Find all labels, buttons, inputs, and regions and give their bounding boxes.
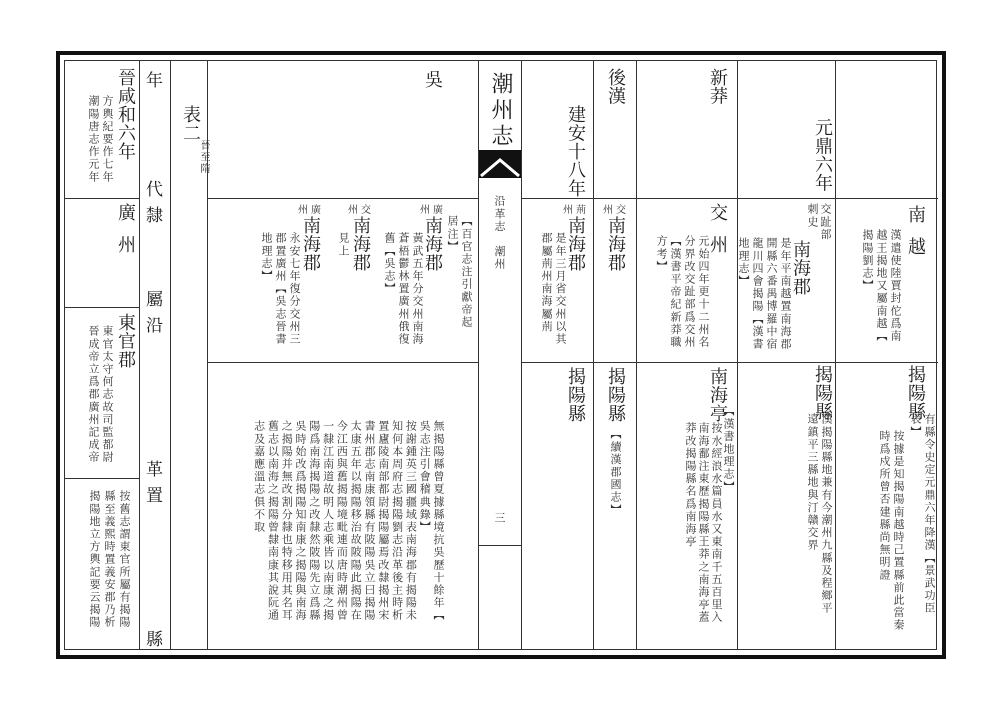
jianan-province: 荊州 [563, 205, 589, 216]
grid-line [170, 60, 171, 650]
wu-carry-note [445, 215, 473, 328]
note-column: 舊【吳志】 [383, 232, 396, 295]
houhan-county: 揭陽縣 [605, 367, 626, 423]
grid-line [139, 60, 140, 650]
note-column: 吳志注引會稽典錄】 [418, 420, 432, 534]
note-column: 縣至義熙時置義安郡乃析 [103, 490, 116, 629]
jin-county-note [87, 490, 132, 629]
yuanding-commandery: 南海郡 [790, 240, 811, 296]
xinmang-dynasty: 新莽 [707, 68, 728, 105]
note-column: 表】 [909, 413, 922, 439]
note-column: 永安七年復分交州三 [288, 232, 301, 346]
note-column: 太康五年以揭陽移治故陂陽此揭陽在 [349, 420, 363, 622]
nanyue-county: 揭陽縣 [905, 365, 926, 421]
wu-province: 交州 [348, 205, 374, 216]
note-column: 時爲戍所曾否建縣尚無明證 [878, 430, 891, 582]
wu-province: 廣州 [420, 205, 446, 216]
note-column: 刺史 [806, 203, 819, 229]
row-label-char: 革 [146, 460, 163, 480]
table-title: 表二 [180, 105, 201, 142]
row-label-char: 縣 [146, 630, 163, 650]
yuanding-commandery-note [736, 237, 792, 350]
note-column: 按謝鍾英三國疆域表南海郡有揭陽未 [404, 420, 418, 622]
jin-year-note [86, 95, 114, 183]
note-column: 郡屬荊州南海屬荊 [540, 232, 553, 333]
wu-dynasty: 吳 [422, 70, 443, 89]
note-column: 無揭陽縣曾夏據縣境抗吳歷十餘年【 [432, 420, 445, 622]
houhan-dynasty: 後漢 [605, 68, 626, 105]
houhan-province: 交州 [603, 205, 629, 216]
row-label-char: 屬 [146, 290, 163, 310]
note-column: 地理志】 [260, 232, 273, 283]
grid-line [521, 60, 522, 650]
note-column: 莽改揭陽縣名爲南海亭 [684, 422, 697, 548]
note-column: 遠鎮平三縣地與汀贛交界 [806, 413, 819, 552]
grid-line [207, 362, 478, 363]
note-column: 南海鄱注東歷揭陽縣王莽之南海亭蓋 [697, 422, 710, 624]
note-column: 元始四年更十二州名 [697, 235, 710, 349]
note-column: 【漢書平帝紀新莽職 [669, 235, 682, 349]
note-column: 書州郡志南康領縣有陂陽吳立曰揭陽 [363, 420, 377, 622]
row-label-char: 置 [146, 486, 163, 506]
nanyue-state-note [860, 229, 902, 342]
xinmang-county: 南海亭 [707, 367, 728, 423]
note-column: 志及嘉應溫志俱不取 [252, 420, 266, 534]
jianan-year: 建安十八年 [565, 105, 586, 198]
note-column: 交趾部 [819, 203, 832, 241]
jianan-commandery: 南海郡 [565, 216, 586, 272]
grid-line [207, 198, 478, 199]
note-column: 見上 [337, 232, 350, 258]
jin-commandery: 東官郡 [115, 313, 136, 369]
note-column: 開縣六番禺博羅中宿 [765, 237, 778, 351]
note-column: 潮陽唐志作元年 [87, 95, 100, 184]
table-subtitle: 晉至隋 [198, 140, 209, 175]
jin-commandery-note [86, 325, 114, 464]
note-column: 蒼梧鬱林置廣州俄復 [397, 232, 410, 346]
grid-line [636, 60, 637, 650]
section-label: 沿革志 潮州 [493, 195, 506, 271]
note-column: 方考】 [655, 235, 668, 273]
note-column: 黃武五年分交州南海 [411, 232, 424, 346]
grid-line [478, 545, 521, 546]
note-column: 【續漢郡國志】 [609, 428, 622, 517]
xinmang-county-source [721, 405, 735, 493]
note-column: 晉成帝立爲郡廣州記成帝 [87, 325, 100, 464]
row-label-char: 代 [146, 180, 163, 200]
yuanding-county: 揭陽縣 [812, 365, 833, 421]
wu-commandery: 南海郡 [300, 216, 321, 272]
note-column: 【百官志注引獻帝起 [460, 215, 473, 329]
note-column: 分界改交趾部爲交州 [683, 235, 696, 349]
grid-line [521, 198, 938, 199]
grid-line [593, 60, 594, 650]
note-column: 是年三月省交州以其 [554, 232, 567, 346]
wu-commandery-note [382, 232, 424, 345]
grid-line [835, 60, 836, 650]
jianan-county: 揭陽縣 [565, 367, 586, 423]
page-number: 三 [493, 512, 506, 525]
houhan-commandery: 南海郡 [605, 216, 626, 272]
note-column: 按據是知揭陽南越時己置縣前此當秦 [892, 430, 905, 632]
nanyue-county-comment [877, 430, 905, 632]
note-column: 方輿紀要作七年 [101, 95, 114, 184]
jianan-commandery-note [539, 232, 567, 345]
xinmang-county-note [684, 422, 723, 624]
jin-year: 晉咸和六年 [115, 68, 136, 161]
note-column: 有縣令史定元鼎六年降漢【景武功臣 [923, 413, 936, 615]
wu-commandery: 南海郡 [422, 216, 443, 272]
note-column: 龍川四會揭陽【漢書 [751, 237, 764, 351]
note-column: 一隸江南道故明人志乘皆以南康之揭 [321, 420, 335, 622]
wu-county-note [252, 420, 445, 622]
note-column: 置廬陵南部都尉揭陽屬焉改隸揭州宋 [376, 420, 390, 622]
jin-province: 廣州 [115, 203, 136, 267]
note-column: 今江西與舊揭陽境毗連而唐時潮州曾 [335, 420, 349, 622]
yuanding-office [806, 203, 832, 241]
xinmang-province-note [654, 235, 710, 348]
wu-commandery: 南海郡 [350, 216, 371, 272]
nanyue-state: 南越 [905, 205, 926, 269]
wu-commandery-note [259, 232, 301, 345]
nanyue-county-note [908, 413, 936, 615]
note-column: 越王揭地又屬南越【 [875, 229, 888, 343]
note-column: 是年平南越置南海郡 [779, 237, 792, 351]
note-column: 揭陽地立方輿記要云揭陽 [88, 490, 101, 629]
fishtail-mark-icon [479, 150, 521, 178]
note-column: 漢遣使陸賈封佗爲南 [889, 229, 902, 343]
grid-line [737, 60, 738, 650]
xinmang-province: 交州 [707, 203, 728, 267]
note-column: 東官太守何志故司監都尉 [101, 325, 114, 464]
note-column: 揭陽劉志】 [861, 229, 874, 292]
grid-line [64, 198, 139, 199]
note-column: 按水經浪水篇員水又東南千五百里入 [710, 422, 723, 624]
row-label-char: 年 [146, 71, 163, 91]
note-column: 按舊志謂東官所屬有揭陽 [118, 490, 131, 629]
grid-line [64, 307, 139, 308]
yuanding-year: 元鼎六年 [812, 118, 833, 192]
note-column: 郡置廣州【吳志晉書 [274, 232, 287, 346]
note-column: 之揭陽并無改割分隸也特移用其名耳 [280, 420, 294, 622]
note-column: 舊志以南海之揭陽曾隸南康其說阮通 [266, 420, 280, 622]
note-column: 地理志】 [737, 237, 750, 288]
grid-line [64, 478, 139, 479]
grid-line [478, 60, 479, 650]
wu-commandery-note [336, 232, 350, 257]
row-label-char: 隸 [146, 206, 163, 226]
note-column: 知何本周府志揭陽劉志沿革後主時析 [390, 420, 404, 622]
note-column: 居注】 [446, 215, 459, 253]
note-column: 【漢書地理志】 [722, 405, 735, 494]
book-title: 潮州志 [488, 72, 513, 150]
note-column: 吳時始改爲揭陽知南康之揭陽與南海 [294, 420, 308, 622]
houhan-county-note [608, 428, 622, 516]
row-label-char: 沿 [146, 316, 163, 336]
yuanding-county-note [805, 413, 833, 615]
note-column: 漢揭陽縣地兼有今潮州九縣及程鄉平 [820, 413, 833, 615]
wu-province: 廣州 [298, 205, 324, 216]
note-column: 陽爲南海揭陽之改隸然陂陽先立爲縣 [307, 420, 321, 622]
grid-line [521, 362, 938, 363]
